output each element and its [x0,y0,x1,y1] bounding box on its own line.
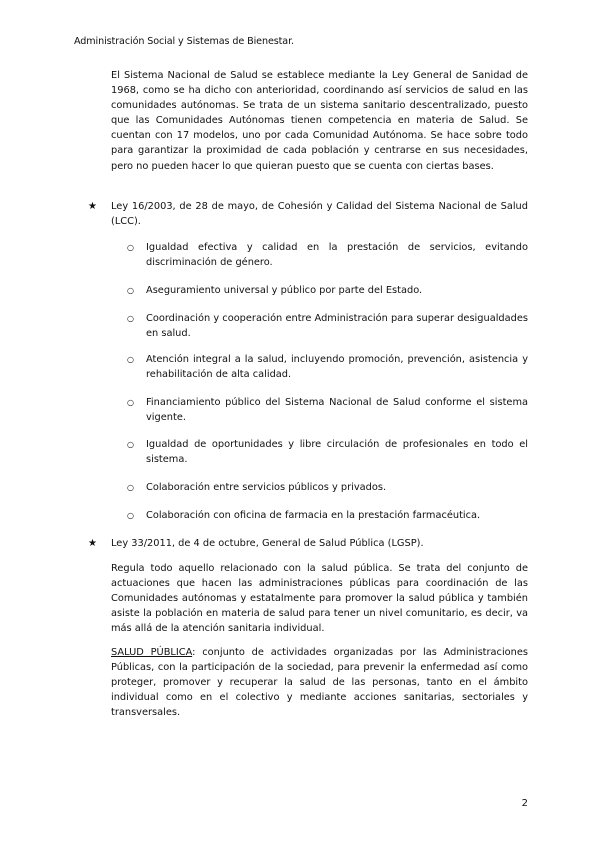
list-item-text: Aseguramiento universal y público por parte del Estado. [146,285,423,296]
law-item-lgsp [88,536,528,552]
list-item-text: Coordinación y cooperación entre Administración para superar desigualdades en salud. [146,313,528,340]
definition-paragraph [111,645,528,720]
star-bullet-icon: ★ [88,538,97,549]
page-number: 2 [521,798,528,809]
list-item-text: Atención integral a la salud, incluyendo promoción, prevención, asistencia y rehabilitación de alta calidad. [146,354,528,381]
list-item-text: Financiamiento público del Sistema Nacional de Salud conforme el sistema vigente. [146,397,528,424]
definition-term: SALUD PÚBLICA [111,647,193,658]
intro-paragraph: El Sistema Nacional de Salud se establece mediante la Ley General de Sanidad de 1968, como se ha dicho con anterioridad, coordinando así servicios de salud en las comunidades autónomas. Se trata de un sistema sanitario descentralizado, puesto que las Comunidades Autónomas tienen competencia en materia de Salud. Se cuentan con 17 modelos, uno por cada Comunidad Autónoma. Se hace sobre todo para garantizar la proximidad de cada población y centrarse en sus necesidades, pero no pueden hacer lo que quieran puesto que se cuenta con ciertas bases. [111,70,528,172]
circle-bullet-icon: ○ [127,483,134,492]
law-item-lcc [88,199,528,231]
circle-bullet-icon: ○ [127,243,134,252]
running-header: Administración Social y Sistemas de Bienestar. [74,36,295,47]
list-item-text: Igualdad efectiva y calidad en la prestación de servicios, evitando discriminación de género. [146,242,528,269]
star-bullet-icon: ★ [88,201,97,212]
law-title: Ley 16/2003, de 28 de mayo, de Cohesión y Calidad del Sistema Nacional de Salud (LCC). [111,201,528,228]
circle-bullet-icon: ○ [127,511,134,520]
list-item-text: Igualdad de oportunidades y libre circulación de profesionales en todo el sistema. [146,439,528,466]
circle-bullet-icon: ○ [127,398,134,407]
circle-bullet-icon: ○ [127,440,134,449]
circle-bullet-icon: ○ [127,286,134,295]
definition-text: : conjunto de actividades organizadas por las Administraciones Públicas, con la participación de la sociedad, para prevenir la enfermedad así como proteger, promover y recuperar la salud de las personas, tanto en el ámbito individual como en el colectivo y mediante acciones sanitarias, sectoriales y transversales. [111,647,528,719]
circle-bullet-icon: ○ [127,355,134,364]
law-title: Ley 33/2011, de 4 de octubre, General de Salud Pública (LGSP). [111,538,424,549]
list-item-text: Colaboración entre servicios públicos y privados. [146,482,387,493]
lgsp-paragraph: Regula todo aquello relacionado con la salud pública. Se trata del conjunto de actuaciones que hacen las administraciones públicas para coordinación de las Comunidades autónomas y estatalmente para promover la salud pública y también asiste la población en materia de salud para tener un nivel comunitario, es decir, va más allá de la atención sanitaria individual. [111,563,528,635]
list-item-text: Colaboración con oficina de farmacia en la prestación farmacéutica. [146,510,481,521]
circle-bullet-icon: ○ [127,314,134,323]
